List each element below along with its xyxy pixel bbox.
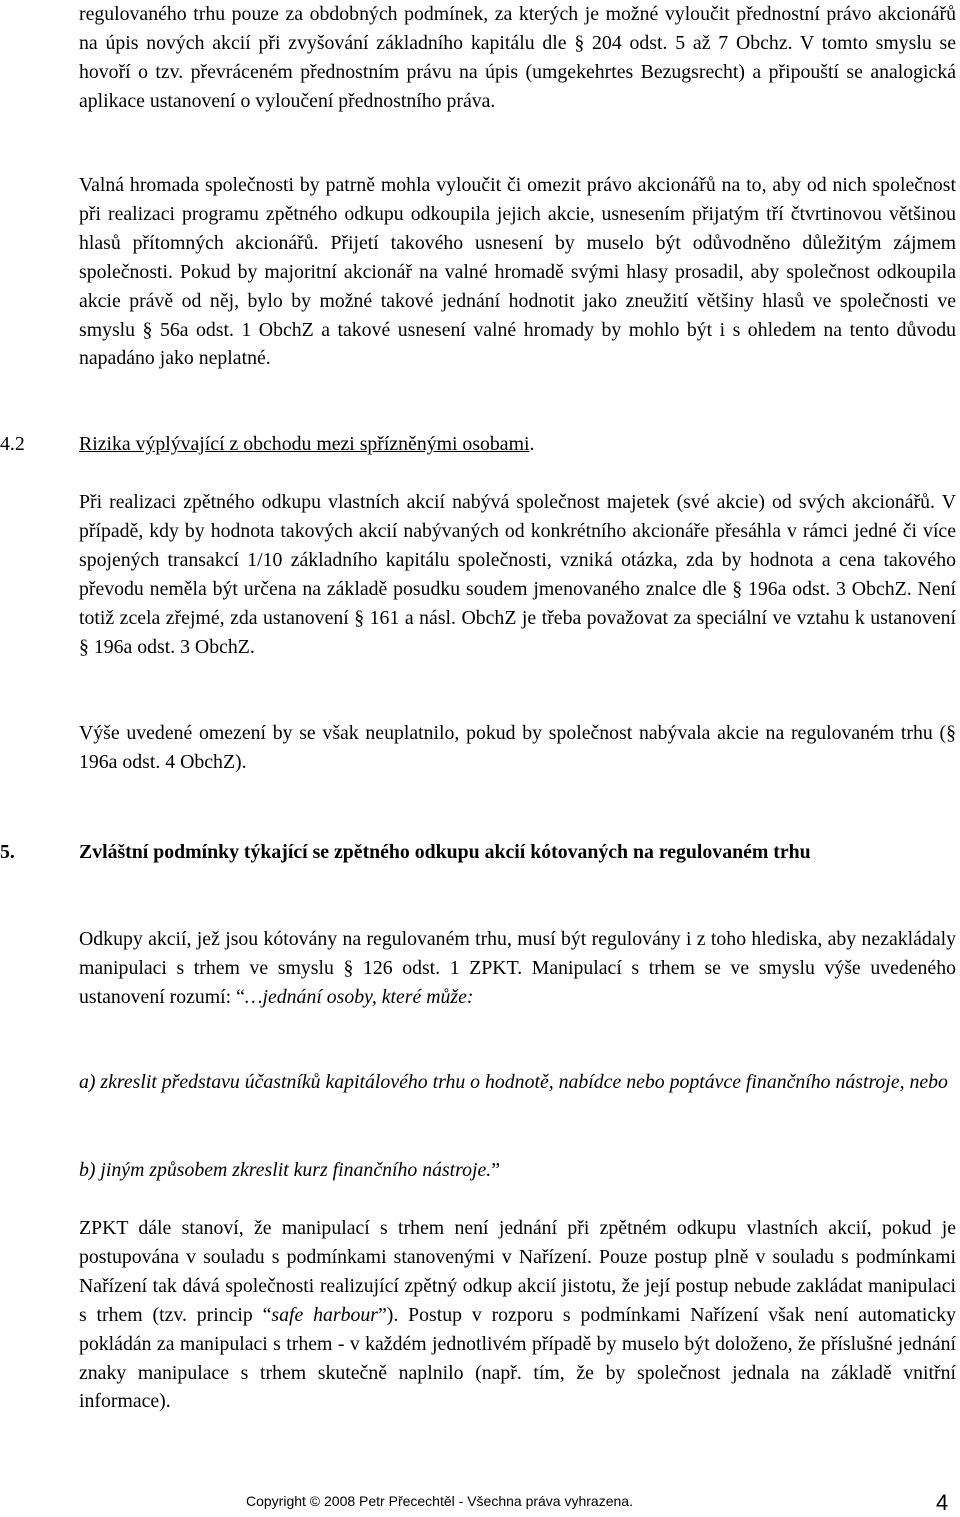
footer-copyright: Copyright © 2008 Petr Přecechtěl - Všechna práva vyhrazena.: [246, 1493, 633, 1509]
paragraph-text: Odkupy akcií, jež jsou kótovány na regulovaném trhu, musí být regulovány i z toho hlediska, aby nezakládaly manipulaci s trhem ve smyslu § 126 odst. 1 ZPKT. Manipulací s trhem se ve smyslu výše uvedeného ustanovení rozumí: “: [79, 928, 956, 1008]
section-title-period: .: [529, 433, 535, 455]
section-title: Rizika výplývající z obchodu mezi spřízněnými osobami: [79, 433, 530, 455]
list-item-b: [79, 1156, 956, 1185]
section-4-2-heading: [0, 430, 956, 459]
paragraph-related-parties: Při realizaci zpětného odkupu vlastních akcií nabývá společnost majetek (své akcie) od svých akcionářů. V případě, kdy by hodnota takových akcií nabývaných od konkrétního akcionáře přesáhla v rámci jedné či více spojených transakcí 1/10 základního kapitálu společnosti, vzniká otázka, zda by hodnota a cena takového převodu neměla být určena na základě posudku soudem jmenovaného znalce dle § 196a odst. 3 ObchZ. Není totiž zcela zřejmé, zda ustanovení § 161 a násl. ObchZ je třeba považovat za speciální ve vztahu k ustanovení § 196a odst. 3 ObchZ.: [79, 491, 956, 658]
quoted-text: …jednání osoby, které může:: [244, 985, 474, 1008]
paragraph-general-meeting: Valná hromada společnosti by patrně mohla vyloučit či omezit právo akcionářů na to, aby od nich společnost při realizaci programu zpětného odkupu odkoupila jejich akcie, usnesením přijatým tří čtvrtinovou většinou hlasů přítomných akcionářů. Přijetí takového usnesení by muselo být odůvodněno důležitým zájmem společnosti. Pokud by majoritní akcionář na valné hromadě svými hlasy prosadil, aby společnost odkoupila akcie právě od něj, bylo by možné takové jednání hodnotit jako zneužití většiny hlasů ve společnosti ve smyslu § 56a odst. 1 ObchZ a takové usnesení valné hromady by mohlo být i s ohledem na tento důvodu napadáno jako neplatné.: [79, 174, 956, 370]
paragraph-text-cont: ”). Postup v rozporu s podmínkami Nařízení však není automaticky pokládán za manipulaci s trhem - v každém jednotlivém případě by muselo být doloženo, že příslušné jednání znaky manipulace s trhem skutečně naplnilo (např. tím, že by společnost jednala na základě vnitřní informace).: [79, 1303, 956, 1413]
list-item-b-text: b) jiným způsobem zkreslit kurz finančního nástroje.: [79, 1159, 492, 1181]
section-5-heading: [0, 838, 956, 867]
closing-quote: ”: [491, 1159, 501, 1181]
paragraph-regulated-market: Výše uvedené omezení by se však neuplatnilo, pokud by společnost nabývala akcie na regulovaném trhu (§ 196a odst. 4 ObchZ).: [79, 722, 956, 773]
paragraph-text: ZPKT dále stanoví, že manipulací s trhem není jednání při zpětném odkupu vlastních akcií, pokud je postupována v souladu s podmínkami stanovenými v Nařízení. Pouze postup plně v souladu s podmínkami Nařízení tak dává společnosti realizující zpětný odkup akcií jistotu, že její postup nebude zakládat manipulaci s trhem (tzv. princip “: [79, 1217, 956, 1326]
section-title: Zvláštní podmínky týkající se zpětného odkupu akcií kótovaných na regulovaném trhu: [79, 841, 811, 863]
paragraph-safe-harbour: [79, 1214, 956, 1416]
page-number: 4: [936, 1490, 949, 1515]
paragraph-continued: regulovaného trhu pouze za obdobných podmínek, za kterých je možné vyloučit přednostní právo akcionářů na úpis nových akcií při zvyšování základního kapitálu dle § 204 odst. 5 až 7 Obchz. V tomto smyslu se hovoří o tzv. převráceném přednostním právu na úpis (umgekehrtes Bezugsrecht) a připouští se analogická aplikace ustanovení o vyloučení přednostního práva.: [79, 3, 956, 112]
list-item-a: a) zkreslit představu účastníků kapitálového trhu o hodnotě, nabídce nebo poptávce finančního nástroje, nebo: [79, 1071, 948, 1093]
section-number: 5.: [0, 841, 15, 863]
section-number: 4.2: [0, 433, 25, 455]
safe-harbour-term: safe harbour: [271, 1303, 378, 1326]
paragraph-market-manipulation: [79, 925, 956, 1012]
